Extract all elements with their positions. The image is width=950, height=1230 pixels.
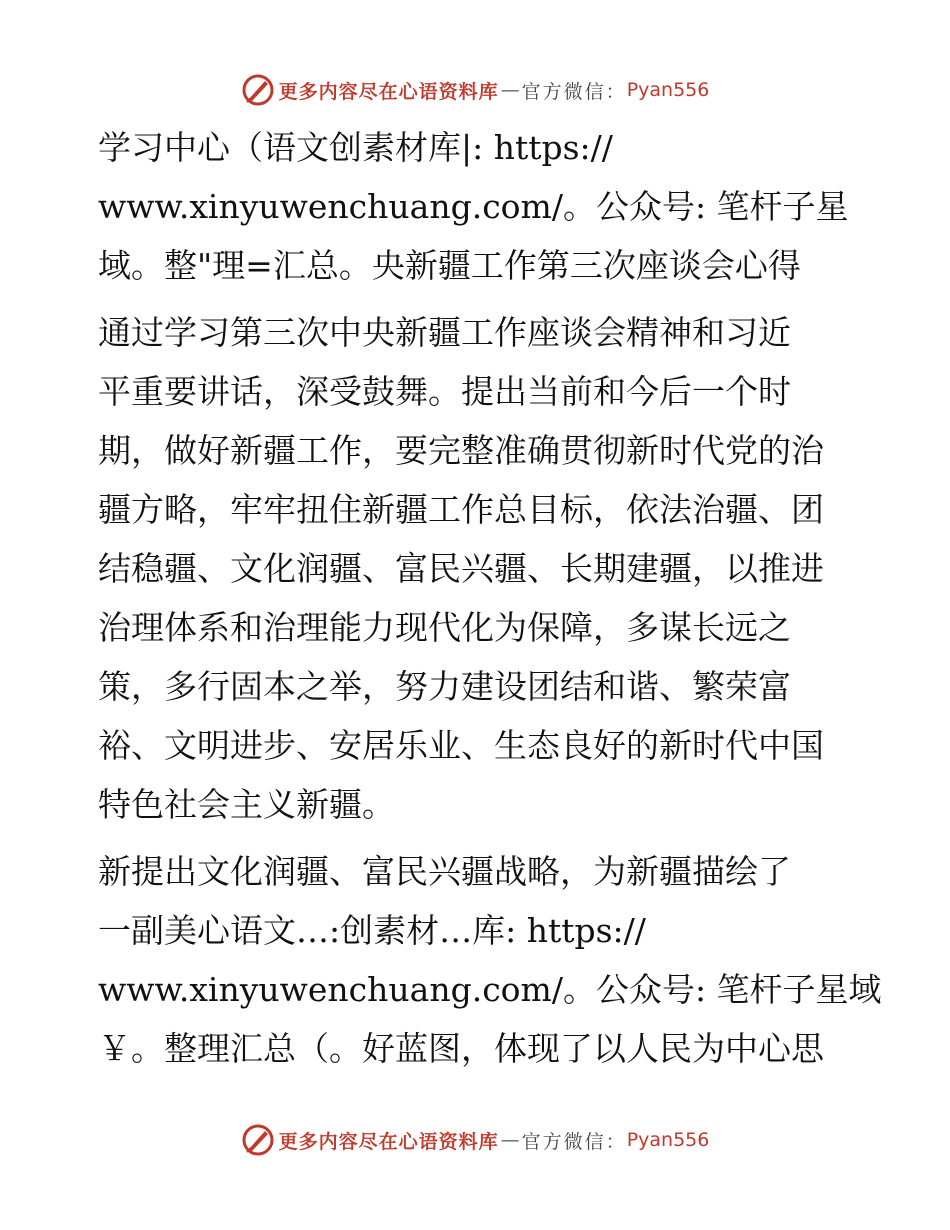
banner-wechat-id: Pyan556 xyxy=(626,1129,710,1151)
paragraph-2 xyxy=(98,303,858,834)
text-line: 策，多行固本之举，努力建设团结和谐、繁荣富 xyxy=(98,667,791,706)
banner-sub-text: 官方微信： xyxy=(521,1130,627,1153)
text-line: www.xinyuwenchuang.com/。公众号: 笔杆子星域 xyxy=(98,970,882,1009)
paragraph-1 xyxy=(98,118,858,295)
footer-banner xyxy=(0,1120,950,1160)
banner-sub-text: 官方微信： xyxy=(521,80,627,103)
header-banner xyxy=(0,70,950,110)
text-line: 学习中心（语文创素材库|: https:// xyxy=(98,128,613,167)
text-line: ￥。整理汇总（。好蓝图，体现了以人民为中心思 xyxy=(98,1029,824,1068)
banner-main-text: 更多内容尽在心语资料库 xyxy=(278,1130,499,1153)
text-line: www.xinyuwenchuang.com/。公众号: 笔杆子星 xyxy=(98,187,849,226)
text-line: 域。整"理=汇总。央新疆工作第三次座谈会心得 xyxy=(98,246,801,285)
text-line: 治理体系和治理能力现代化为保障，多谋长远之 xyxy=(98,608,791,647)
banner-wechat-id: Pyan556 xyxy=(626,79,710,101)
banner-dash: — xyxy=(500,79,520,101)
text-line: 期，做好新疆工作，要完整准确贯彻新时代党的治 xyxy=(98,431,824,470)
banner-dash: — xyxy=(500,1129,520,1151)
text-line: 结稳疆、文化润疆、富民兴疆、长期建疆，以推进 xyxy=(98,549,824,588)
text-line: 疆方略，牢牢扭住新疆工作总目标，依法治疆、团 xyxy=(98,490,824,529)
text-line: 特色社会主义新疆。 xyxy=(98,785,395,824)
text-line: 平重要讲话，深受鼓舞。提出当前和今后一个时 xyxy=(98,372,791,411)
banner-main-text: 更多内容尽在心语资料库 xyxy=(278,80,499,103)
text-line: 一副美心语文…:创素材…库: https:// xyxy=(98,911,646,950)
paragraph-3 xyxy=(98,842,882,1078)
text-line: 裕、文明进步、安居乐业、生态良好的新时代中国 xyxy=(98,726,824,765)
quill-logo-icon xyxy=(241,1123,275,1157)
text-line: 通过学习第三次中央新疆工作座谈会精神和习近 xyxy=(98,313,791,352)
document-body xyxy=(98,118,882,1086)
text-line: 新提出文化润疆、富民兴疆战略，为新疆描绘了 xyxy=(98,852,791,891)
quill-logo-icon xyxy=(241,73,275,107)
